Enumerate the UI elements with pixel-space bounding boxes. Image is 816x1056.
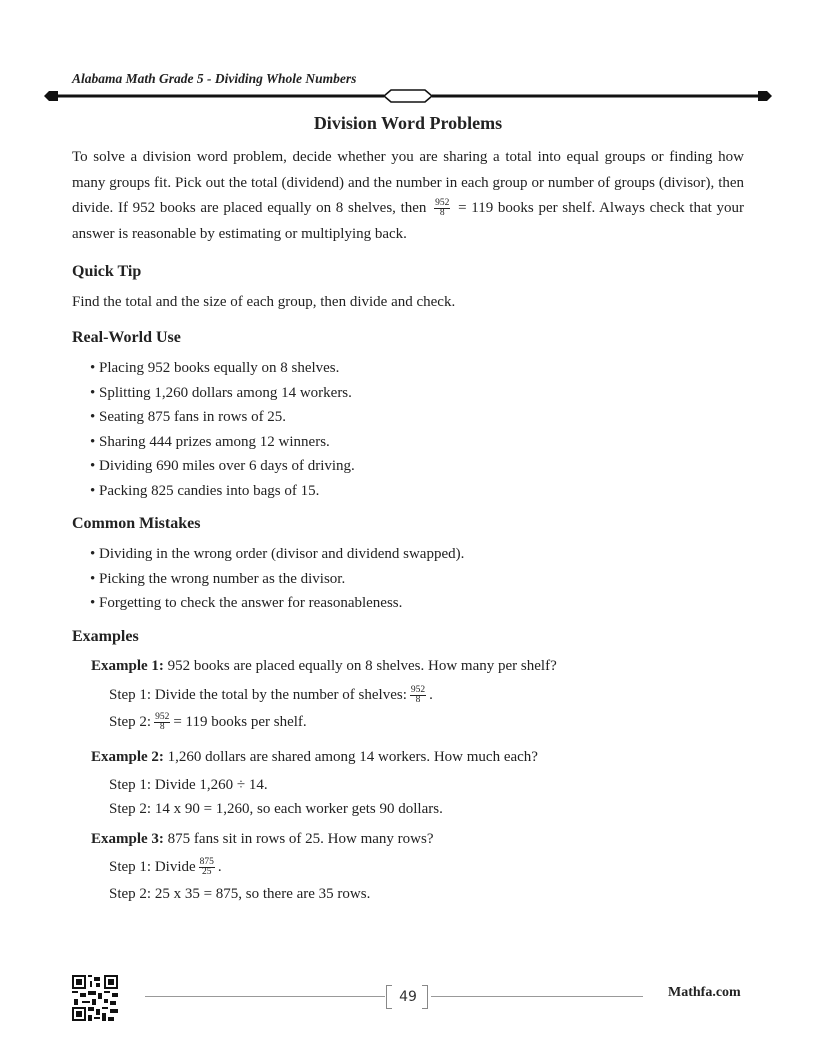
footer-line-left bbox=[145, 996, 385, 997]
list-item: • Packing 825 candies into bags of 15. bbox=[90, 482, 320, 499]
list-item: • Placing 952 books equally on 8 shelves. bbox=[90, 360, 340, 376]
intro-paragraph bbox=[72, 145, 744, 247]
fraction: $\frac{952}{8}$ bbox=[155, 712, 170, 732]
example-text: 875 fans sit in rows of 25. How many rows? bbox=[167, 831, 434, 847]
example-text: 1,260 dollars are shared among 14 workers. How much each? bbox=[167, 749, 538, 765]
example-1 bbox=[91, 658, 557, 675]
running-header: Alabama Math Grade 5 - Dividing Whole Numbers bbox=[72, 71, 357, 86]
intro-line: how many groups fit. Pick out the total (dividend) and the number in each group or number of groups bbox=[72, 149, 744, 191]
mistakes-heading: Common Mistakes bbox=[72, 515, 201, 532]
intro-line: Always check that your answer is reasonable by estimating or multiplying back. bbox=[72, 200, 744, 242]
brand-name: Mathfa.com bbox=[668, 985, 741, 1000]
page-bracket-right bbox=[422, 985, 428, 1009]
qr-code-icon bbox=[72, 975, 118, 1021]
fraction: $\frac{875}{25}$ bbox=[199, 857, 214, 877]
intro-line: = 119 books per shelf. bbox=[458, 200, 596, 216]
list-item: • Seating 875 fans in rows of 25. bbox=[90, 409, 287, 425]
header-divider bbox=[44, 89, 772, 103]
fraction: $\frac{952}{8}$ bbox=[435, 198, 450, 219]
example-text: 952 books are placed equally on 8 shelves. How many per shelf? bbox=[167, 658, 557, 674]
intro-line: (divisor), then divide. If 952 books are placed equally on 8 shelves, then bbox=[72, 174, 745, 216]
list-item: • Splitting 1,260 dollars among 14 workers. bbox=[90, 384, 352, 401]
example-2 bbox=[91, 749, 538, 766]
list-item: • Sharing 444 prizes among 12 winners. bbox=[90, 433, 330, 450]
real-world-heading: Real-World Use bbox=[72, 329, 181, 346]
example-3 bbox=[91, 831, 433, 848]
example-3-step-1: Step 1: Divide $\frac{875}{25}$ . bbox=[109, 857, 222, 877]
list-item: • Dividing 690 miles over 6 days of driving. bbox=[90, 458, 355, 474]
example-3-step-2: Step 2: 25 x 35 = 875, so there are 35 rows. bbox=[109, 886, 371, 902]
example-1-step-2: Step 2: $\frac{952}{8}$ = 119 books per shelf. bbox=[109, 712, 307, 732]
example-2-step-1: Step 1: Divide 1,260 ÷ 14. bbox=[109, 777, 268, 793]
quick-tip-heading: Quick Tip bbox=[72, 263, 142, 280]
intro-line: To solve a division word problem, decide whether you are sharing a total into equal groups or finding bbox=[72, 149, 713, 165]
example-label: Example 1: bbox=[91, 658, 164, 674]
example-label: Example 3: bbox=[91, 831, 164, 847]
page-title: Division Word Problems bbox=[313, 113, 503, 133]
example-2-step-2: Step 2: 14 x 90 = 1,260, so each worker gets 90 dollars. bbox=[109, 801, 443, 817]
real-world-list bbox=[90, 356, 355, 503]
footer-line-right bbox=[431, 996, 643, 997]
list-item: • Dividing in the wrong order (divisor and dividend swapped). bbox=[90, 546, 465, 562]
examples-heading: Examples bbox=[72, 628, 139, 645]
list-item: • Forgetting to check the answer for reasonableness. bbox=[90, 595, 403, 611]
example-label: Example 2: bbox=[91, 749, 164, 765]
list-item: • Picking the wrong number as the divisor. bbox=[90, 570, 346, 587]
fraction: $\frac{952}{8}$ bbox=[410, 685, 426, 705]
example-1-step-1: Step 1: Divide the total by the number of shelves: $\frac{952}{8}$ . bbox=[109, 685, 433, 705]
quick-tip-text: Find the total and the size of each group, then divide and check. bbox=[72, 294, 456, 310]
page-number: 49 bbox=[399, 989, 417, 1005]
mistakes-list bbox=[90, 542, 464, 616]
